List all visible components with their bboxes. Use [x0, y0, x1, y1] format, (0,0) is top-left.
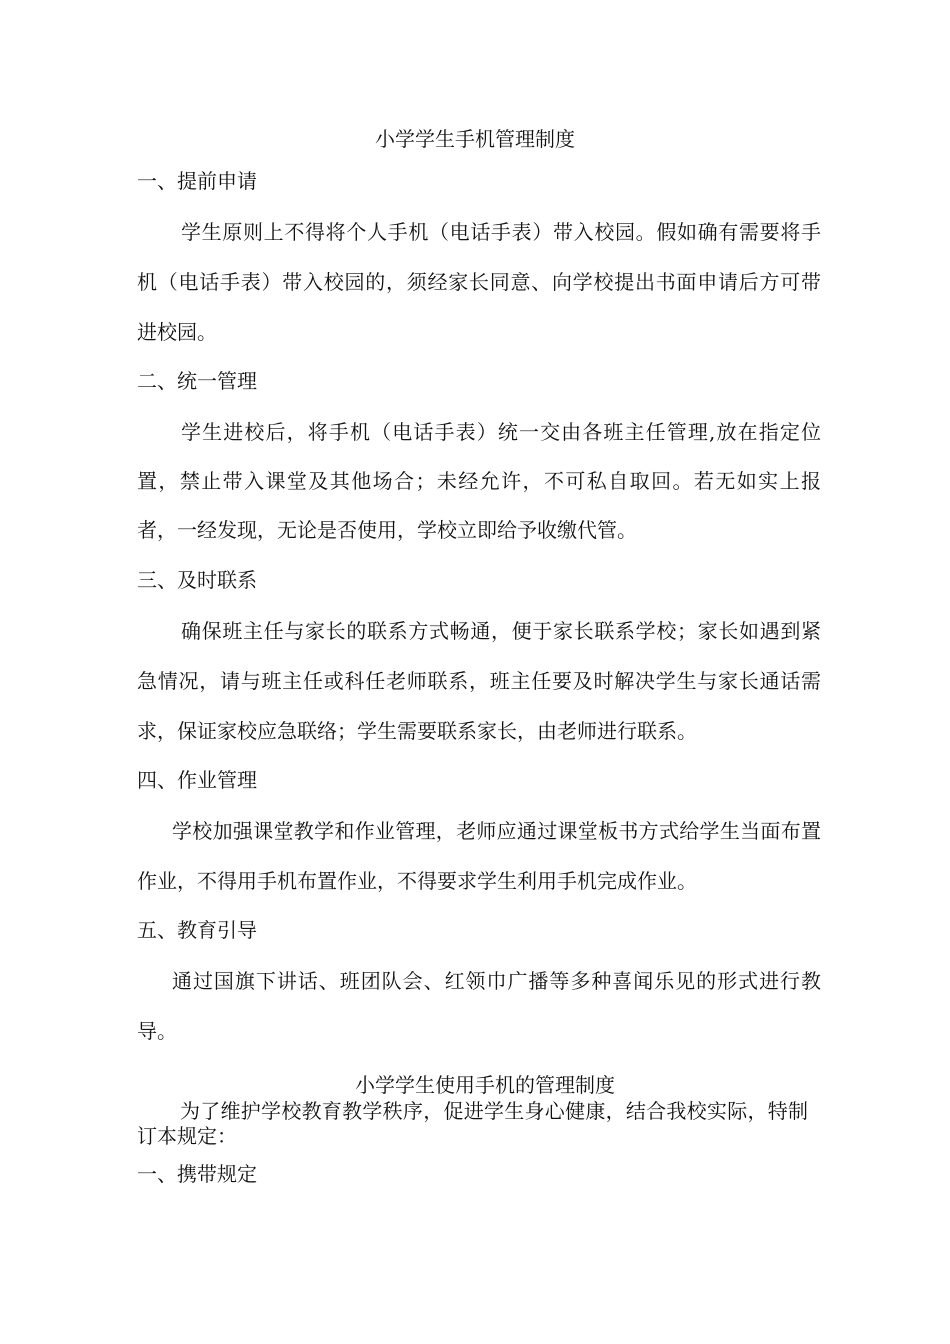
paragraph-line: 学生进校后，将手机（电话手表）统一交由各班主任管理,放在指定位	[181, 420, 821, 444]
paragraph-line: 作业，不得用手机布置作业，不得要求学生利用手机完成作业。	[137, 869, 697, 893]
paragraph-line: 求，保证家校应急联络；学生需要联系家长，由老师进行联系。	[137, 719, 697, 743]
paragraph-line: 进校园。	[137, 320, 217, 344]
paragraph-line: 者，一经发现，无论是否使用，学校立即给予收缴代管。	[137, 518, 637, 542]
paragraph-line: 机（电话手表）带入校园的，须经家长同意、向学校提出书面申请后方可带	[137, 270, 821, 294]
paragraph-line: 置，禁止带入课堂及其他场合；未经允许，不可私自取回。若无如实上报	[137, 469, 821, 493]
document-title-2: 小学学生使用手机的管理制度	[355, 1073, 615, 1097]
paragraph-line: 急情况，请与班主任或科任老师联系，班主任要及时解决学生与家长通话需	[137, 669, 821, 693]
paragraph-line: 确保班主任与家长的联系方式畅通，便于家长联系学校；家长如遇到紧	[181, 619, 821, 643]
section-heading-2: 二、统一管理	[137, 369, 257, 393]
intro-line: 订本规定：	[137, 1124, 237, 1148]
section-heading-4: 四、作业管理	[137, 768, 257, 792]
paragraph-line: 导。	[137, 1019, 177, 1043]
paragraph-line: 学生原则上不得将个人手机（电话手表）带入校园。假如确有需要将手	[181, 220, 821, 244]
paragraph-line: 学校加强课堂教学和作业管理，老师应通过课堂板书方式给学生当面布置	[172, 819, 821, 843]
section-heading-3: 三、及时联系	[137, 568, 257, 592]
section-heading-doc2-1: 一、携带规定	[137, 1162, 257, 1186]
intro-line: 为了维护学校教育教学秩序，促进学生身心健康，结合我校实际，特制	[180, 1099, 808, 1123]
section-heading-5: 五、教育引导	[137, 918, 257, 942]
paragraph-line: 通过国旗下讲话、班团队会、红领巾广播等多种喜闻乐见的形式进行教	[172, 969, 821, 993]
document-title: 小学学生手机管理制度	[375, 127, 575, 151]
section-heading-1: 一、提前申请	[137, 169, 257, 193]
